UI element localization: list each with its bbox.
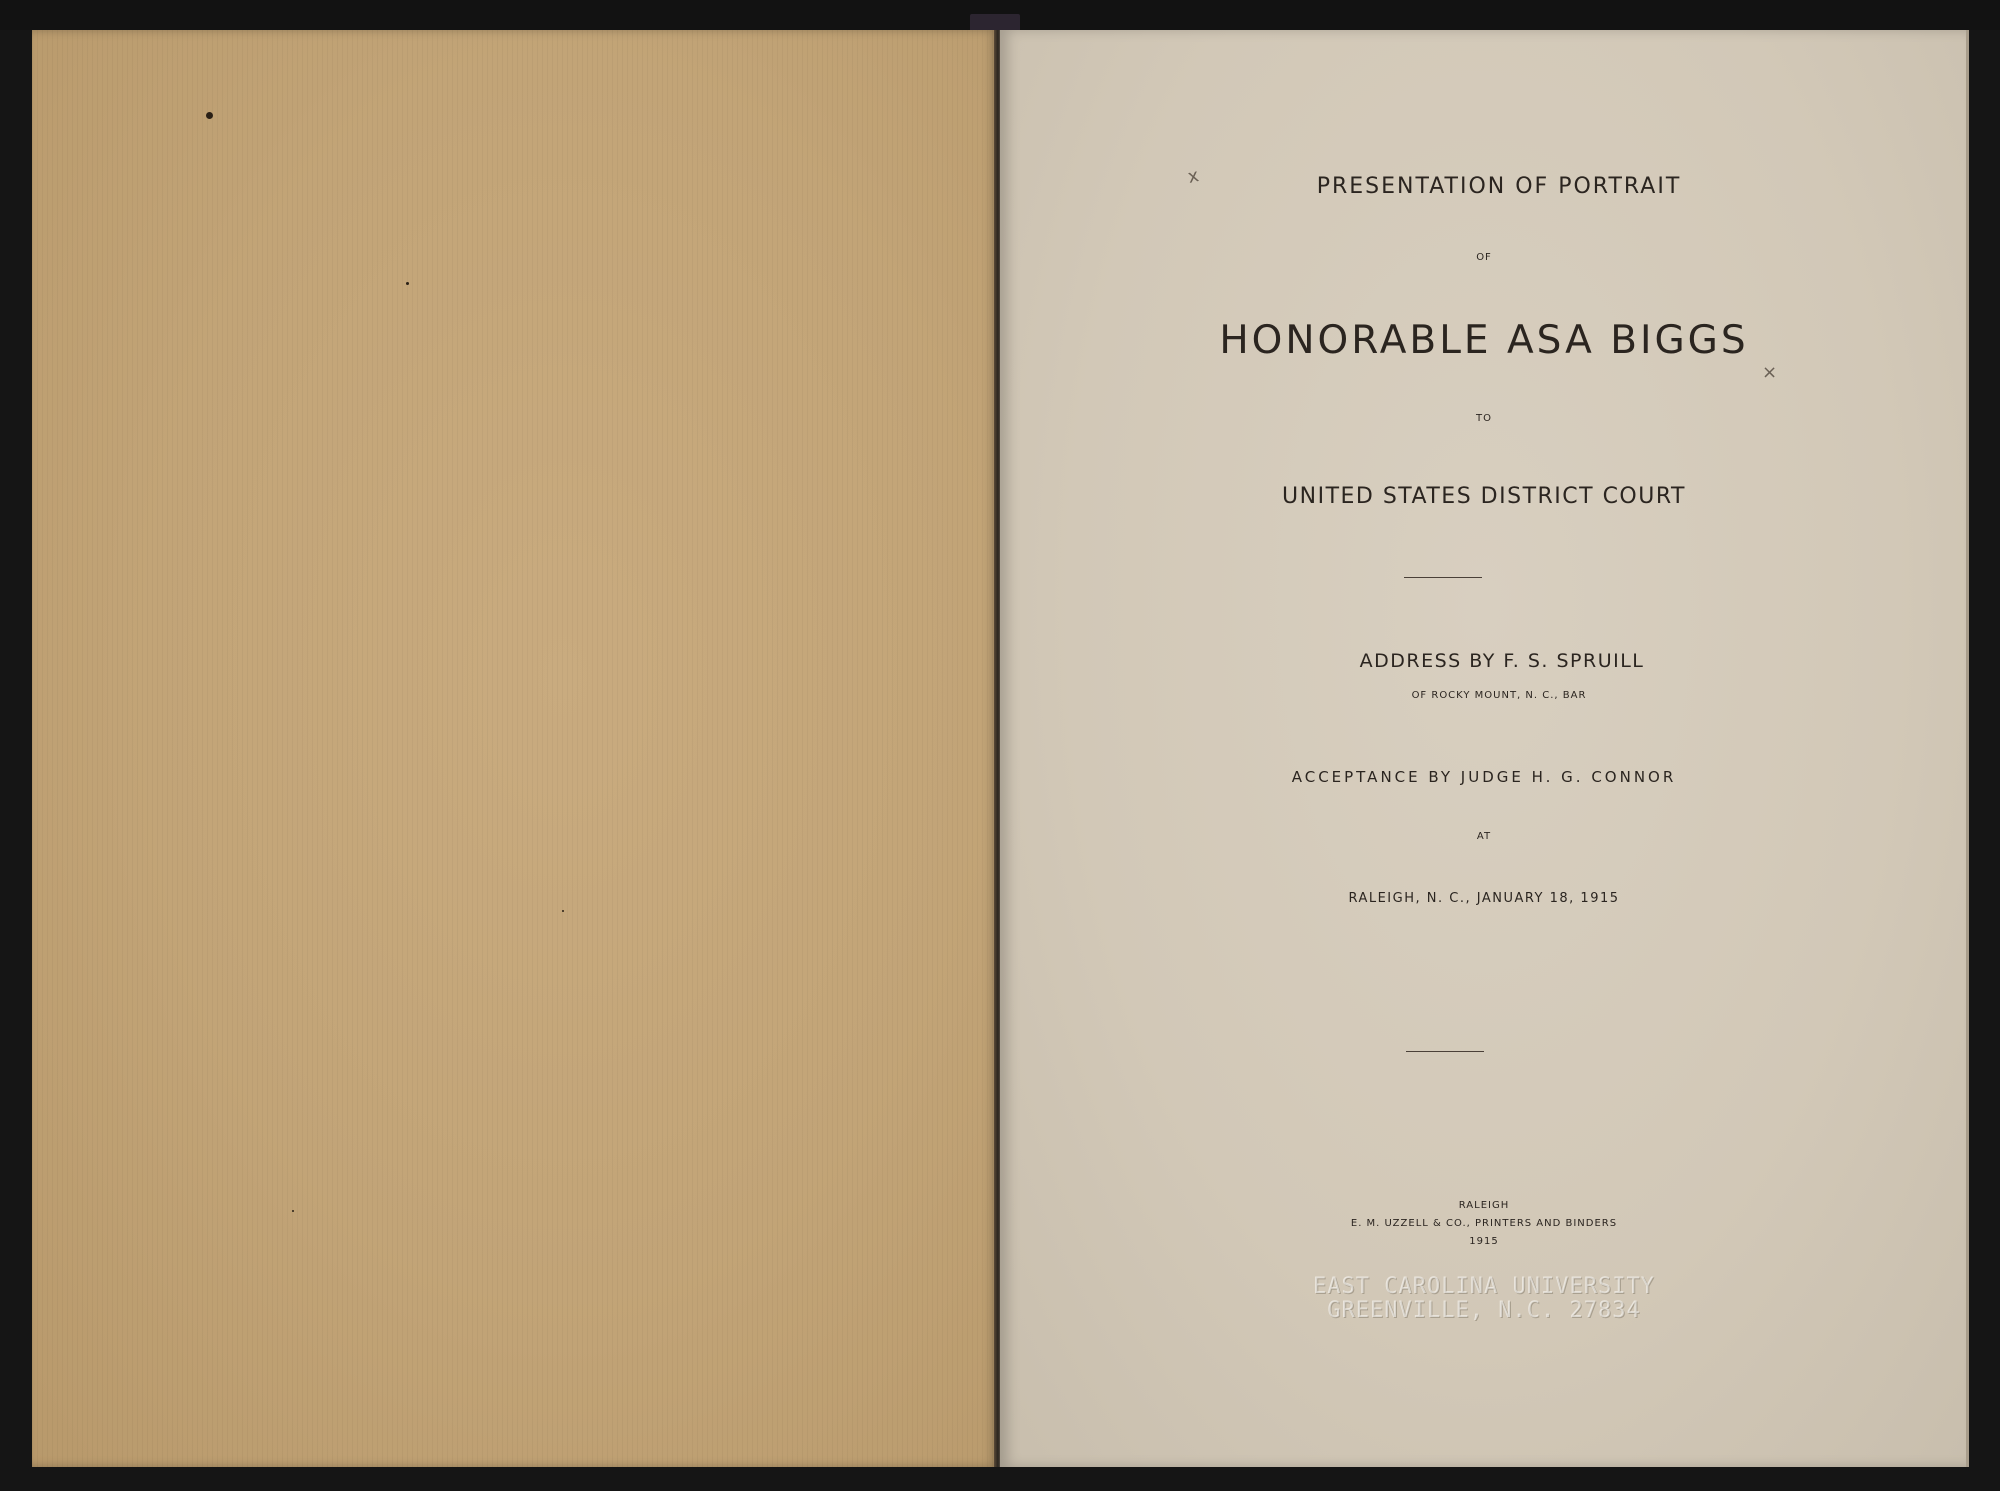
pencil-cross-mark: ×: [1762, 362, 1778, 383]
page-edge: [1966, 30, 1969, 1467]
divider-rule: [1404, 577, 1482, 578]
court-name: UNITED STATES DISTRICT COURT: [1282, 484, 1686, 509]
honoree-name: HONORABLE ASA BIGGS: [1219, 318, 1749, 363]
library-stamp-line-1: EAST CAROLINA UNIVERSITY: [1313, 1274, 1655, 1299]
library-stamp-line-2: GREENVILLE, N.C. 27834: [1327, 1298, 1641, 1323]
paper-speck: [406, 282, 409, 285]
at-connector: AT: [1476, 831, 1492, 842]
of-connector: OF: [1476, 252, 1492, 263]
to-connector: TO: [1476, 413, 1492, 424]
imprint-city: RALEIGH: [1458, 1200, 1510, 1211]
address-by: ADDRESS BY F. S. SPRUILL: [1359, 650, 1645, 672]
event-date: RALEIGH, N. C., JANUARY 18, 1915: [1348, 891, 1620, 906]
title-page: [1000, 30, 1968, 1467]
bar-affiliation: OF ROCKY MOUNT, N. C., BAR: [1411, 690, 1587, 701]
paper-speck: [206, 112, 213, 119]
divider-rule: [1406, 1051, 1484, 1052]
presentation-heading: PRESENTATION OF PORTRAIT: [1316, 174, 1682, 199]
imprint-year: 1915: [1469, 1236, 1499, 1247]
blank-left-leaf: [32, 30, 998, 1467]
paper-speck: [562, 910, 564, 912]
imprint-printers: E. M. UZZELL & CO., PRINTERS AND BINDERS: [1350, 1218, 1618, 1229]
paper-speck: [292, 1210, 294, 1212]
pencil-check-mark: x: [1185, 165, 1201, 188]
acceptance-by: ACCEPTANCE BY JUDGE H. G. CONNOR: [1291, 768, 1677, 786]
